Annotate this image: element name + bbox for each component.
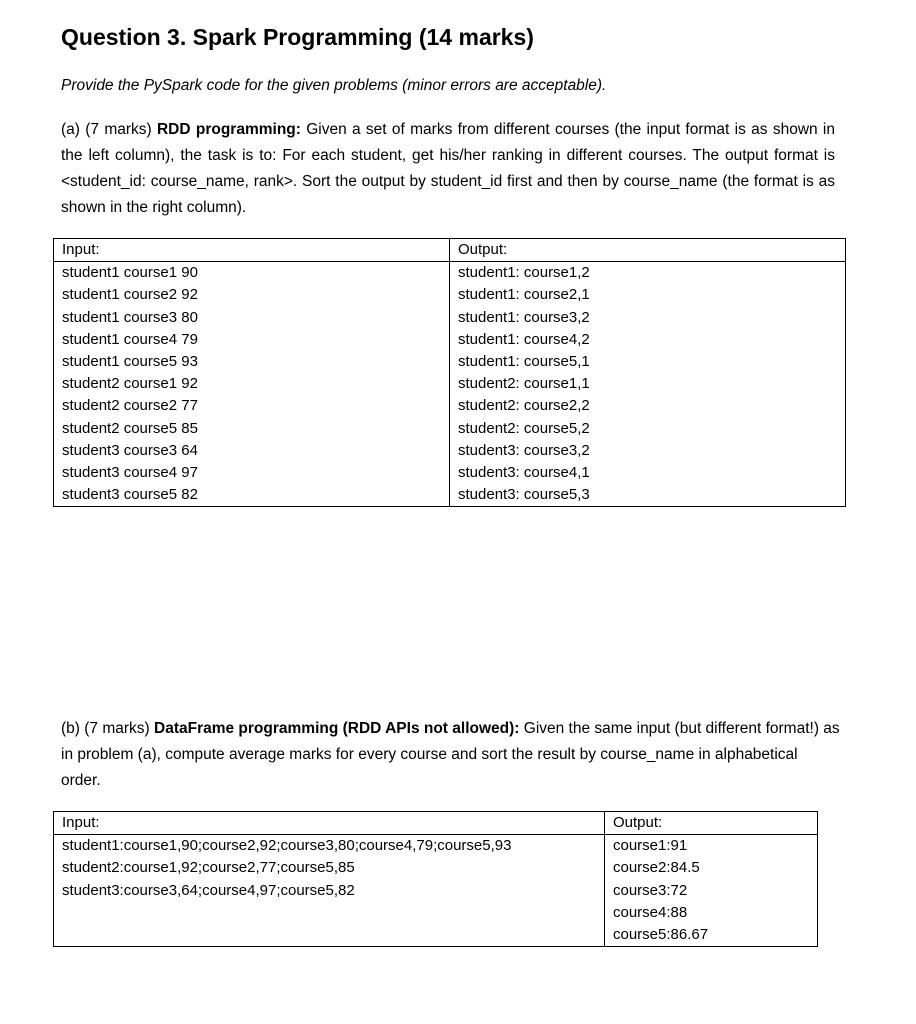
part-b-description xyxy=(61,716,841,794)
input-line: student2:course1,92;course2,77;course5,85 xyxy=(62,859,355,877)
input-cell: student1 course5 93 xyxy=(54,351,450,373)
table-row xyxy=(54,351,846,373)
table-row xyxy=(54,418,846,440)
part-a-text: Given a set of marks from different courses (the input format is as shown in the left column), the task is to: For each student, get his/her ranking in different courses. The output format is <student_id: course_name, rank>. Sort the output by student_id first and then by course_name (the format is as shown in the right column). xyxy=(61,121,835,216)
output-header: Output: xyxy=(605,812,818,835)
input-cell: student1 course4 79 xyxy=(54,329,450,351)
table-row xyxy=(54,284,846,306)
table-row xyxy=(54,484,846,507)
output-cell: student1: course2,1 xyxy=(450,284,846,306)
part-a-description xyxy=(61,117,835,221)
part-b-prefix: (b) (7 marks) xyxy=(61,720,154,737)
output-cell xyxy=(605,835,818,947)
output-line: course5:86.67 xyxy=(613,926,709,944)
output-cell: student2: course5,2 xyxy=(450,418,846,440)
output-line: course4:88 xyxy=(613,903,688,921)
part-a-prefix: (a) (7 marks) xyxy=(61,121,157,138)
output-cell: student1: course4,2 xyxy=(450,329,846,351)
input-cell: student2 course1 92 xyxy=(54,373,450,395)
input-cell: student1 course2 92 xyxy=(54,284,450,306)
part-b-table xyxy=(53,811,818,947)
output-header: Output: xyxy=(450,239,846,262)
output-cell: student1: course5,1 xyxy=(450,351,846,373)
table-row xyxy=(54,440,846,462)
part-b-text: Given the same input (but different format!) as in problem (a), compute average marks for every course and sort the result by course_name in alphabetical order. xyxy=(61,720,840,789)
page-title: Question 3. Spark Programming (14 marks) xyxy=(61,24,534,50)
input-cell: student2 course5 85 xyxy=(54,418,450,440)
input-line: student3:course3,64;course4,97;course5,82 xyxy=(62,881,355,899)
output-cell: student2: course2,2 xyxy=(450,395,846,417)
input-header: Input: xyxy=(54,812,605,835)
table-header-row xyxy=(54,239,846,262)
part-b-heading: DataFrame programming (RDD APIs not allowed): xyxy=(154,720,520,737)
output-line: course3:72 xyxy=(613,881,688,899)
part-a-heading: RDD programming: xyxy=(156,121,301,138)
output-cell: student3: course3,2 xyxy=(450,440,846,462)
intro-text: Provide the PySpark code for the given problems (minor errors are acceptable). xyxy=(61,77,607,94)
table-row xyxy=(54,307,846,329)
table-row xyxy=(54,462,846,484)
output-line: course2:84.5 xyxy=(613,859,700,877)
output-cell: student1: course1,2 xyxy=(450,262,846,285)
input-header: Input: xyxy=(54,239,450,262)
table-row xyxy=(54,373,846,395)
input-cell: student3 course5 82 xyxy=(54,484,450,507)
input-cell: student3 course3 64 xyxy=(54,440,450,462)
input-cell: student3 course4 97 xyxy=(54,462,450,484)
table-header-row xyxy=(54,812,818,835)
output-line: course1:91 xyxy=(613,837,688,855)
input-cell xyxy=(54,835,605,947)
table-row xyxy=(54,262,846,285)
output-cell: student2: course1,1 xyxy=(450,373,846,395)
input-cell: student1 course3 80 xyxy=(54,307,450,329)
output-cell: student1: course3,2 xyxy=(450,307,846,329)
input-cell: student2 course2 77 xyxy=(54,395,450,417)
table-row xyxy=(54,835,818,947)
table-row xyxy=(54,329,846,351)
output-cell: student3: course4,1 xyxy=(450,462,846,484)
part-a-table xyxy=(53,238,846,507)
output-cell: student3: course5,3 xyxy=(450,484,846,507)
input-line: student1:course1,90;course2,92;course3,80;course4,79;course5,93 xyxy=(62,837,512,855)
input-cell: student1 course1 90 xyxy=(54,262,450,285)
table-row xyxy=(54,395,846,417)
